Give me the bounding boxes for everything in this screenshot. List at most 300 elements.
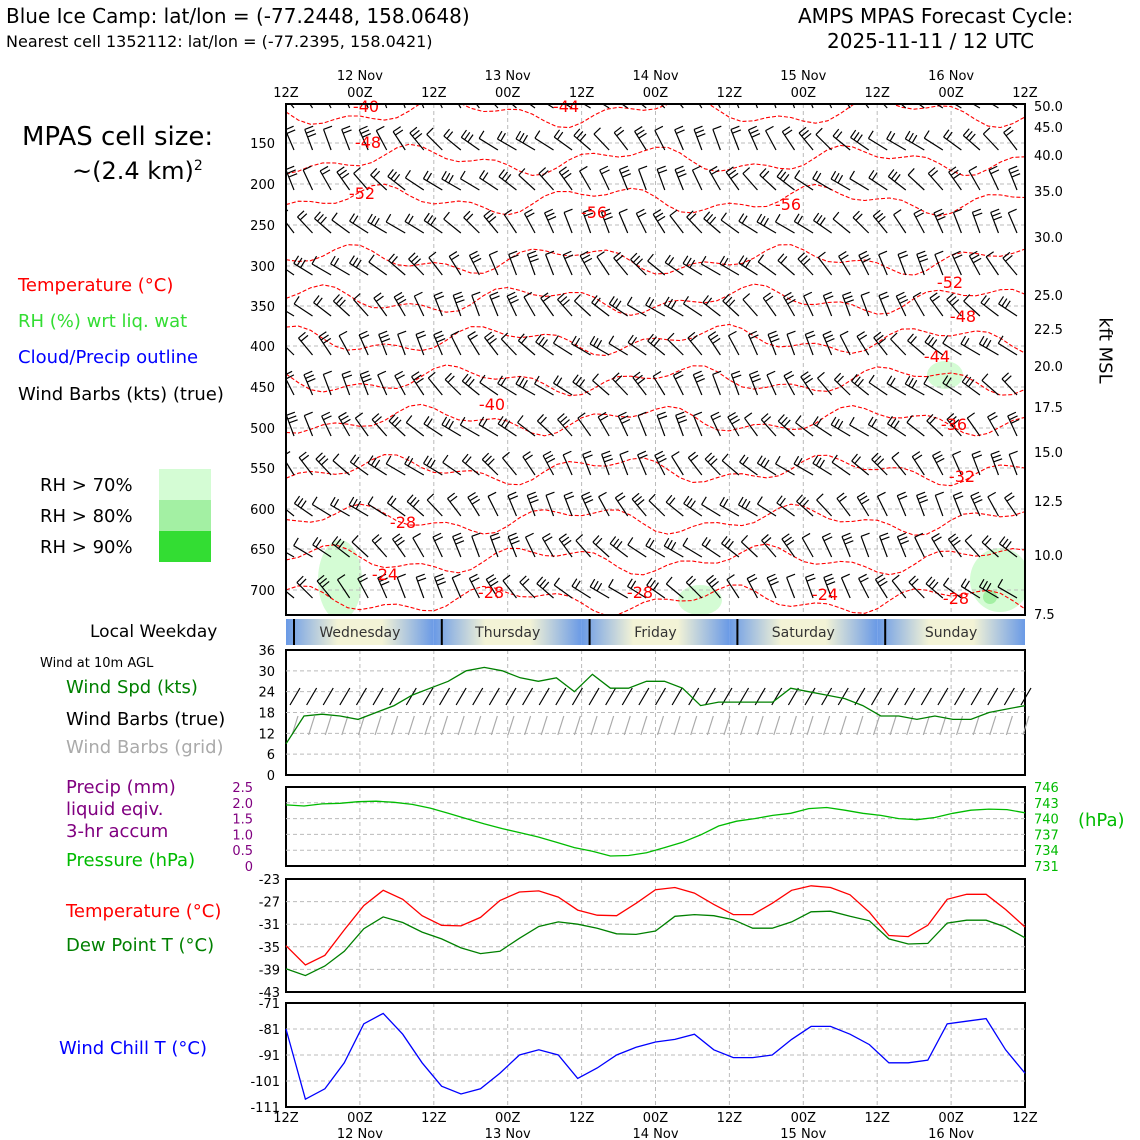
wind-barb-flag xyxy=(331,497,336,505)
wind-barb xyxy=(620,454,628,475)
wind-barb xyxy=(451,335,461,355)
wind-barb-flag xyxy=(305,126,313,129)
wind-barb-flag xyxy=(892,452,899,458)
wind-barb-flag xyxy=(794,456,799,464)
surface-barb-true xyxy=(489,688,499,705)
wind-barb xyxy=(501,339,516,355)
wind-barb-flag xyxy=(332,213,337,220)
wind-barb-flag xyxy=(397,540,404,545)
wind-barb-flag xyxy=(711,412,719,416)
x-tick-top: 00Z xyxy=(790,86,817,101)
wind-barb-flag xyxy=(899,255,907,258)
x-tick-top: 12Z xyxy=(864,86,890,101)
wind-barb-flag xyxy=(336,297,342,304)
wind-barb-flag xyxy=(445,173,450,181)
x-tick-top: 12Z xyxy=(1012,86,1038,101)
wind-barb xyxy=(350,263,369,275)
wind-barb xyxy=(619,213,628,233)
wind-barb-flag xyxy=(731,173,738,178)
wind-barb-flag xyxy=(669,85,676,91)
wind-barb-flag xyxy=(451,255,459,260)
date-label-bottom: 15 Nov xyxy=(780,1127,827,1140)
wind-barb-flag xyxy=(853,211,859,217)
wind-barb-flag xyxy=(371,216,376,224)
temp-contour-label: -40 xyxy=(478,395,506,414)
surface-barb-grid xyxy=(807,716,813,735)
cell-size-label: MPAS cell size: xyxy=(22,122,214,152)
surface-barb-grid xyxy=(525,716,531,735)
surface-barb-grid xyxy=(741,716,747,735)
wind-barb xyxy=(480,382,498,395)
wind-barb-flag xyxy=(924,376,929,384)
wind-barb xyxy=(702,505,721,516)
temp-contour-label: -40 xyxy=(352,97,380,116)
wind-barb-flag xyxy=(635,496,642,502)
wind-barb-flag xyxy=(855,377,861,384)
wind-barb-flag xyxy=(690,85,697,90)
wind-barb-flag xyxy=(407,495,413,502)
wind-barb-flag xyxy=(639,133,647,138)
wind-barb-flag xyxy=(668,540,673,548)
pressure-tick: 150 xyxy=(250,137,275,152)
wind-barb-flag xyxy=(990,416,998,420)
wind-barb-flag xyxy=(392,534,399,539)
wind-barb-flag xyxy=(896,292,904,296)
wind-barb-flag xyxy=(289,420,297,423)
wind-barb-flag xyxy=(307,379,315,383)
wind-barb-flag xyxy=(398,299,406,304)
wind-barb-flag xyxy=(780,498,785,505)
wind-barb xyxy=(767,375,776,395)
wind-barb-flag xyxy=(564,540,571,545)
wind-barb xyxy=(386,464,405,475)
wind-barb xyxy=(721,220,739,233)
wind-barb xyxy=(915,537,925,557)
wind-barb-flag xyxy=(804,292,812,296)
wind-barb-flag xyxy=(301,501,306,508)
wind-barb xyxy=(489,255,498,275)
wind-barb-flag xyxy=(761,458,766,466)
wind-barb-flag xyxy=(869,375,874,382)
wind-barb-flag xyxy=(602,451,610,454)
wind-barb-flag xyxy=(1005,255,1012,261)
wind-barb-flag xyxy=(489,216,496,222)
wind-barb-flag xyxy=(770,335,778,338)
wind-barb-flag xyxy=(319,332,326,337)
wind-barb xyxy=(405,464,424,475)
wind-barb-flag xyxy=(743,294,750,300)
kft-tick: 22.5 xyxy=(1034,323,1063,338)
wind-barb-flag xyxy=(969,379,974,386)
wind-barb-flag xyxy=(489,251,497,255)
wind-barb xyxy=(944,137,962,150)
wind-barb-flag xyxy=(471,255,479,259)
station-title: Blue Ice Camp: lat/lon = (-77.2448, 158.0648) xyxy=(6,4,470,28)
wind-barb-flag xyxy=(288,416,296,419)
wind-barb-flag xyxy=(386,214,391,222)
wind-barb-flag xyxy=(460,171,465,179)
wind-barb xyxy=(368,463,387,475)
pressure-tick: 700 xyxy=(250,584,275,599)
wind-barb-flag xyxy=(686,576,692,582)
wind-barb-flag xyxy=(523,579,529,585)
wind-barb-flag xyxy=(391,498,396,505)
wind-barb-flag xyxy=(529,255,537,258)
surface-barb-true xyxy=(456,688,466,705)
wind-barb xyxy=(405,222,424,233)
wind-barb xyxy=(518,423,535,436)
wind-barb-flag xyxy=(397,375,405,379)
wind-barb xyxy=(690,90,702,108)
wind-barb-flag xyxy=(546,213,554,217)
wind-barb-flag xyxy=(659,170,667,173)
temp-tick: -35 xyxy=(258,940,280,956)
wind-barb-flag xyxy=(913,292,921,297)
wind-barb-flag xyxy=(713,416,721,420)
surface-barb-grid xyxy=(873,716,879,735)
wind-barb-flag xyxy=(817,215,822,222)
cell-size-exponent: 2 xyxy=(193,158,203,174)
kft-tick: 50.0 xyxy=(1034,100,1063,115)
wind-barb-flag xyxy=(804,133,811,139)
surface-barb-true xyxy=(340,688,350,705)
wind-barb-flag xyxy=(322,170,330,174)
weekday-label: Saturday xyxy=(771,625,835,641)
wind-barb-flag xyxy=(350,256,355,264)
wind-barb-flag xyxy=(639,166,647,169)
wind-barb-flag xyxy=(926,577,932,584)
wind-barb xyxy=(397,577,405,598)
wind-barb-flag xyxy=(564,173,571,178)
kft-tick: 7.5 xyxy=(1034,608,1055,623)
cross-section-fills xyxy=(318,361,1030,620)
wind-barb-flag xyxy=(316,453,323,459)
wind-barb-flag xyxy=(701,256,706,264)
wind-barb-flag xyxy=(353,258,358,266)
x-tick-bottom: 12Z xyxy=(568,1111,595,1126)
wind-barb-flag xyxy=(540,579,546,586)
x-tick-top: 12Z xyxy=(716,86,743,101)
wind-tick: 36 xyxy=(258,644,275,659)
wind-barb-flag xyxy=(488,92,495,98)
wind-barb xyxy=(395,376,405,395)
wind-barb-flag xyxy=(596,538,602,545)
wind-barb xyxy=(448,499,461,516)
wind-barb xyxy=(638,416,646,436)
wind-barb xyxy=(276,262,294,275)
wind-barb-flag xyxy=(931,171,938,177)
wind-barb-flag xyxy=(953,492,961,495)
wind-barb-flag xyxy=(763,171,769,178)
wind-barb-flag xyxy=(769,578,777,582)
legend-barbs-true: Wind Barbs (true) xyxy=(66,709,226,730)
legend-precip-3: 3-hr accum xyxy=(66,821,169,842)
wind-barb xyxy=(580,171,591,190)
wind-barb-flag xyxy=(782,127,789,132)
wind-barb-flag xyxy=(448,493,455,498)
wind-barb xyxy=(709,171,720,190)
surface-barb-true xyxy=(639,688,649,705)
wind-barb-flag xyxy=(949,297,956,303)
wind-barb-flag xyxy=(936,458,944,462)
wind-barb-flag xyxy=(545,209,553,213)
wind-barb-flag xyxy=(892,172,897,179)
wind-barb xyxy=(497,139,516,150)
wind-barb-flag xyxy=(609,336,614,344)
wind-barb-flag xyxy=(387,496,392,503)
date-label-bottom: 13 Nov xyxy=(484,1127,531,1140)
wind-barb-flag xyxy=(526,213,534,217)
wind-barb-flag xyxy=(638,451,646,455)
wind-barb xyxy=(839,89,851,108)
wind-barb-flag xyxy=(397,574,405,577)
date-label-top: 16 Nov xyxy=(928,69,975,84)
surface-barb-true xyxy=(888,688,898,705)
wind-barb-flag xyxy=(279,257,284,264)
wind-barb-flag xyxy=(668,333,674,339)
precip-tick: 1.0 xyxy=(232,828,253,844)
wind-tick: 18 xyxy=(258,706,275,722)
wind-barb xyxy=(908,341,925,355)
wind-tick: 6 xyxy=(266,748,275,764)
wind-barb xyxy=(590,587,609,598)
wind-barb-flag xyxy=(542,93,547,101)
wind-barb-flag xyxy=(805,331,813,334)
wind-barb-flag xyxy=(620,451,628,454)
wind-barb xyxy=(892,581,906,598)
wind-barb-flag xyxy=(932,533,940,538)
wind-barb-flag xyxy=(953,540,960,545)
wind-barb xyxy=(757,504,776,516)
wind-barb-flag xyxy=(302,88,309,93)
wind-barb-flag xyxy=(322,412,330,416)
wind-barb-flag xyxy=(277,495,283,502)
wind-barb-flag xyxy=(501,133,506,141)
wind-barb-flag xyxy=(648,254,654,261)
wind-barb-flag xyxy=(924,89,929,97)
wind-barb xyxy=(563,455,572,475)
wind-barb-flag xyxy=(850,171,855,179)
wind-barb xyxy=(798,259,813,275)
surface-barb-true xyxy=(506,688,516,705)
windchill-tick: -91 xyxy=(258,1049,280,1064)
wind-barb xyxy=(594,134,609,150)
pressure-tick: 300 xyxy=(250,260,275,275)
wind-barb xyxy=(1005,498,1017,516)
wind-barb-flag xyxy=(872,419,877,427)
wind-barb xyxy=(739,505,758,516)
wind-barb-flag xyxy=(764,417,771,423)
x-tick-top: 12Z xyxy=(568,86,595,101)
wind-barb-flag xyxy=(771,339,779,342)
wind-barb-flag xyxy=(943,578,948,585)
x-tick-bottom: 00Z xyxy=(938,1111,964,1126)
wind-barb-flag xyxy=(801,256,808,262)
surface-barb-true xyxy=(373,688,383,705)
wind-barb-flag xyxy=(897,533,905,536)
wind-barb-flag xyxy=(743,168,750,174)
wind-barb-flag xyxy=(928,168,935,174)
wind-barb xyxy=(507,296,516,316)
date-label-bottom: 12 Nov xyxy=(336,1127,383,1140)
wind-barb-flag xyxy=(339,331,347,335)
wind-barb xyxy=(557,300,572,316)
wind-barb-flag xyxy=(289,174,297,177)
wind-barb-flag xyxy=(967,413,974,418)
surface-barb-grid xyxy=(458,716,464,735)
wind-barb-flag xyxy=(286,166,294,169)
wind-barb-flag xyxy=(563,451,571,455)
wind-barb xyxy=(757,463,776,475)
wind-barb-flag xyxy=(947,294,954,300)
wind-barb-flag xyxy=(306,130,314,133)
wind-barb xyxy=(859,255,869,275)
pressure-tick: 450 xyxy=(250,381,275,396)
wind-barb-flag xyxy=(526,533,534,537)
legend-precip-1: Precip (mm) xyxy=(66,777,176,798)
wind-barb-flag xyxy=(841,574,849,578)
surface-barb-true xyxy=(955,688,965,705)
wind-barb-flag xyxy=(380,335,388,338)
wind-barb-flag xyxy=(654,339,660,346)
wind-barb-flag xyxy=(507,292,515,296)
wind-barb-flag xyxy=(395,537,402,542)
wind-barb-flag xyxy=(764,538,771,544)
wind-barb-flag xyxy=(580,134,586,141)
wind-barb xyxy=(763,298,776,316)
wind-barb xyxy=(914,214,924,233)
wind-barb-flag xyxy=(593,536,599,543)
wind-barb-flag xyxy=(889,87,895,94)
wind-barb-flag xyxy=(1005,376,1012,382)
wind-barb xyxy=(982,380,999,395)
wind-barb-flag xyxy=(553,89,558,97)
wind-barb-flag xyxy=(523,452,531,457)
x-tick-bottom: 00Z xyxy=(642,1111,669,1126)
wind-barb xyxy=(953,212,961,233)
wind-barb-flag xyxy=(633,256,639,262)
precip-tick: 2.5 xyxy=(232,781,253,796)
wind-barb-flag xyxy=(931,93,936,101)
temp-contour-label: -24 xyxy=(371,565,399,584)
wind-barb-flag xyxy=(852,374,858,381)
wind-barb-flag xyxy=(632,493,639,499)
wind-barb-flag xyxy=(784,420,790,427)
wind-barb-flag xyxy=(277,577,283,584)
wind-barb xyxy=(933,456,943,475)
wind-barb-flag xyxy=(539,337,544,344)
wind-barb-flag xyxy=(981,296,986,303)
surface-barb-true xyxy=(921,688,931,705)
wind-barb-flag xyxy=(999,88,1004,95)
wind-barb xyxy=(998,343,1017,355)
wind-barb xyxy=(967,418,980,436)
surface-barb-grid xyxy=(608,716,614,735)
wind-barb-flag xyxy=(725,539,731,546)
surface-barb-true xyxy=(905,688,915,705)
wind-barb-flag xyxy=(905,376,910,384)
surface-barb-grid xyxy=(857,716,863,735)
wind-barb-flag xyxy=(621,170,629,173)
wind-tick: 12 xyxy=(258,727,275,743)
wind-barb-flag xyxy=(758,255,763,262)
surface-barb-grid xyxy=(691,716,697,735)
wind-barb-flag xyxy=(445,373,451,379)
wind-barb-flag xyxy=(275,297,280,305)
wind-barb-flag xyxy=(696,130,704,133)
wind-barb-flag xyxy=(375,460,380,468)
wind-barb-flag xyxy=(447,132,453,139)
wind-barb xyxy=(837,498,850,516)
wind-barb-flag xyxy=(410,127,417,133)
wind-barb xyxy=(711,416,720,436)
wind-barb-flag xyxy=(721,213,726,220)
weekday-label: Thursday xyxy=(475,625,541,641)
wind-barb-flag xyxy=(574,294,580,301)
wind-barb-flag xyxy=(657,412,665,415)
wind-barb xyxy=(526,537,535,557)
wind-barb-flag xyxy=(787,331,795,334)
wind-barb-flag xyxy=(972,451,980,454)
wind-barb-flag xyxy=(842,533,850,536)
wind-barb-flag xyxy=(841,255,849,260)
wind-barb xyxy=(935,495,943,516)
wind-barb-flag xyxy=(707,214,713,221)
wind-barb-flag xyxy=(992,455,1000,458)
wind-barb-flag xyxy=(337,167,344,172)
wind-barb-flag xyxy=(324,126,332,129)
weekday-label: Sunday xyxy=(924,625,978,641)
surface-barb-grid xyxy=(641,716,647,735)
wind-barb-flag xyxy=(928,91,933,99)
wind-barb-flag xyxy=(801,372,808,377)
wind-barb-flag xyxy=(839,85,847,90)
wind-barb-flag xyxy=(405,170,410,177)
wind-barb-flag xyxy=(861,292,869,295)
wind-barb-flag xyxy=(931,340,936,347)
pressure-tick: 737 xyxy=(1034,828,1059,844)
wind-barb-flag xyxy=(694,126,702,129)
wind-barb-flag xyxy=(787,574,795,577)
wind-barb-flag xyxy=(619,209,627,213)
wind-barb-flag xyxy=(768,84,776,87)
temp-contour-label: -44 xyxy=(552,97,580,116)
wind-barb-flag xyxy=(823,331,831,335)
temp-tick: -43 xyxy=(258,986,280,1001)
wind-barb-flag xyxy=(781,256,787,263)
surface-barb-true xyxy=(323,688,333,705)
temp-contour-label: -52 xyxy=(348,184,376,203)
x-tick-top: 00Z xyxy=(494,86,521,101)
wind-barb-flag xyxy=(823,292,831,295)
wind-barb xyxy=(479,138,498,150)
wind-barb-flag xyxy=(484,210,491,216)
wind-tick: 0 xyxy=(266,769,275,784)
wind-barb-flag xyxy=(486,89,493,95)
wind-barb-flag xyxy=(843,292,851,295)
wind-barb-flag xyxy=(914,209,922,213)
wind-barb-flag xyxy=(465,132,470,139)
wind-barb-flag xyxy=(479,417,484,425)
surface-barb-true xyxy=(440,688,450,705)
wind-barb-flag xyxy=(334,499,339,507)
wind-barb-flag xyxy=(323,371,331,374)
wind-barb xyxy=(393,132,405,150)
temp-contour-label: -28 xyxy=(477,583,505,602)
wind-barb xyxy=(488,496,498,516)
wind-barb-flag xyxy=(733,375,741,378)
wind-barb xyxy=(452,578,461,598)
